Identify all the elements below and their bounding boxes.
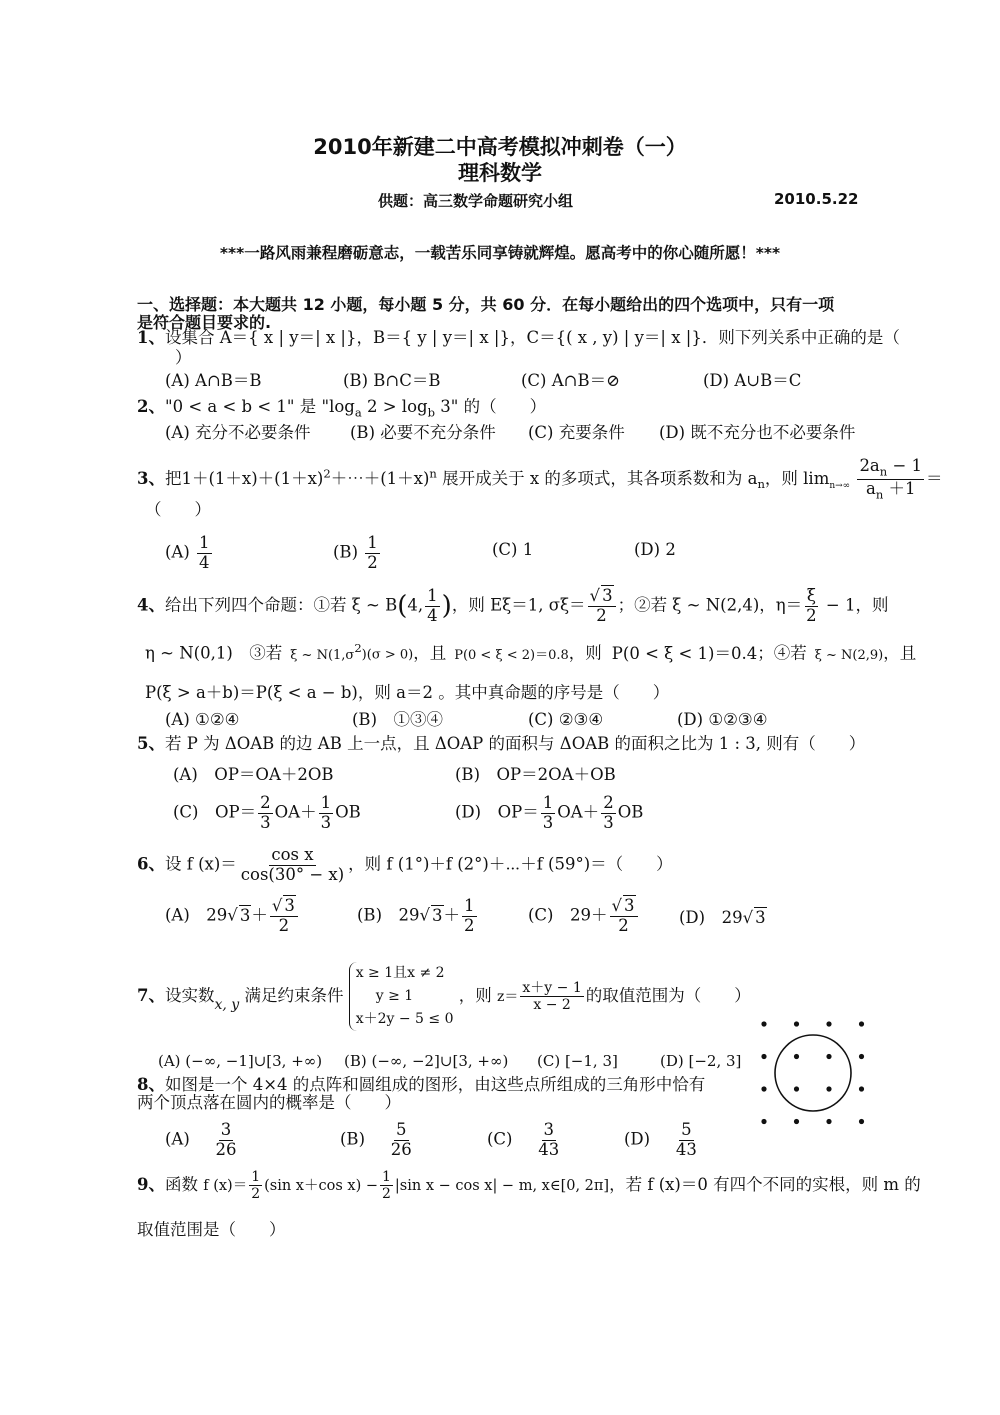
lattice-dot: [794, 1021, 799, 1026]
exam-date: 2010.5.22: [774, 190, 859, 208]
exam-title: 2010年新建二中高考模拟冲刺卷（一）: [313, 135, 687, 159]
exam-provider: 供题：高三数学命题研究小组: [378, 192, 574, 210]
q4-option-c: (C) ②③④: [528, 710, 604, 729]
lattice-dot: [826, 1054, 831, 1059]
dot-lattice: [761, 1021, 864, 1124]
lattice-dot: [794, 1086, 799, 1091]
q7-option-c: (C) [−1, 3]: [537, 1052, 618, 1070]
q5-option-d: (D) OP＝ $\frac{1}{3}$ OA＋ $\frac{2}{3}$ OB: [455, 793, 644, 832]
dot-lattice-circle-figure: [752, 1012, 874, 1134]
lattice-dot: [826, 1021, 831, 1026]
q3-option-c: (C) 1: [492, 540, 534, 559]
q3-option-a: (A) $\frac{1}{4}$: [165, 533, 210, 572]
exam-motto: ***一路风雨兼程磨砺意志，一载苦乐同享铸就辉煌。愿高考中的你心随所愿！***: [219, 244, 781, 262]
lattice-dot: [859, 1021, 864, 1026]
question-4-line1: 4、给出下列四个命题：①若 ξ ~ B(4, $\frac{1}{4}$ )，则 Eξ＝1, σξ＝ $\frac{√ 3}{2}$ ；②若 ξ ~ N(2,4)，η＝ $\frac{\xi}{2}$ − 1，则: [137, 586, 889, 625]
q5-option-c: (C) OP＝ $\frac{2}{3}$ OA＋ $\frac{1}{3}$ OB: [173, 793, 361, 832]
question-9-line2: 取值范围是（ ）: [137, 1220, 286, 1239]
q8-option-c: (C) $\frac{3}{43}$: [487, 1120, 560, 1159]
q1-option-d: (D) A∪B＝C: [703, 371, 802, 390]
question-5: 5、若 P 为 ΔOAB 的边 AB 上一点，且 ΔOAP 的面积与 ΔOAB 的面积之比为 1 : 3, 则有（ ）: [137, 734, 866, 753]
question-4-line3: P(ξ > a＋b)＝P(ξ < a − b)，则 a＝2 。其中真命题的序号是（ ）: [145, 683, 670, 702]
q2-option-b: (B) 必要不充分条件: [350, 423, 496, 442]
question-3: 3、把$1+(1+x)+(1+x)^2+\cdots+(1+x)^n$ 展开成关于 x 的多项式，其各项系数和为 $a_n$，则 $\lim_{n\to\infty}$ $\frac{2a_n - 1}{a_n +1}$ ＝: [137, 456, 943, 502]
lattice-dot: [859, 1119, 864, 1124]
q3-option-d: (D) 2: [634, 540, 676, 559]
lattice-dot: [761, 1119, 766, 1124]
q3-option-b: (B) $\frac{1}{2}$: [333, 533, 378, 572]
q7-option-b: (B) (−∞, −2]∪[3, +∞): [344, 1052, 509, 1070]
q5-option-a: (A) OP＝OA＋2OB: [173, 765, 334, 784]
limit-fraction: $\frac{2a_n - 1}{a_n +1}$: [859, 456, 923, 502]
question-6: 6、设 f (x)＝ $\frac{\text{cos x}}{\cos(30^\circ - x)}$ ，则 f (1°)＋f (2°)＋⋯＋f (59°)＝（ ）: [137, 845, 673, 884]
question-number: 5、: [137, 734, 165, 753]
q6-option-a: (A) 29√ 3＋ $\frac{√ 3}{2}$: [165, 898, 300, 934]
q8-option-d: (D) $\frac{5}{43}$: [624, 1120, 697, 1159]
question-8-line1: 8、如图是一个 4×4 的点阵和圆组成的图形，由这些点所组成的三角形中恰有: [137, 1075, 706, 1094]
question-8-line2: 两个顶点落在圆内的概率是（ ）: [137, 1093, 401, 1112]
q4-option-b: (B) ①③④: [352, 710, 443, 729]
lattice-dot: [794, 1054, 799, 1059]
question-1: [137, 327, 900, 349]
lattice-dot: [761, 1021, 766, 1026]
lattice-dot: [859, 1054, 864, 1059]
question-number: 1、: [137, 328, 165, 347]
q7-option-d: (D) [−2, 3]: [660, 1052, 742, 1070]
q1-option-a: (A) A∩B＝B: [165, 371, 262, 390]
question-number: 4、: [137, 595, 165, 615]
question-2: 2、"0 < a < b < 1" 是 "$\log_a$ $2 > \log_b 3$" 的（ ）: [137, 397, 547, 420]
q8-option-a: (A) $\frac{3}{26}$: [165, 1120, 237, 1159]
lattice-dot: [859, 1086, 864, 1091]
lattice-dot: [826, 1086, 831, 1091]
q6-option-c: (C) 29＋ $\frac{√ 3}{2}$: [528, 898, 640, 934]
question-1-stem-cont: ）: [175, 348, 192, 367]
question-number: 9、: [137, 1175, 165, 1194]
section-heading-line1: 一、选择题：本大题共 12 小题，每小题 5 分，共 60 分．在每小题给出的四个选项中，只有一项: [137, 295, 835, 314]
q6-option-d: (D) 29√ 3: [679, 908, 766, 927]
lattice-dot: [761, 1086, 766, 1091]
question-3-blank: （ ）: [145, 500, 211, 519]
q4-option-a: (A) ①②④: [165, 710, 240, 729]
lattice-dot: [761, 1054, 766, 1059]
question-4-line2: η ~ N(0,1) ③若 ξ ~ $N(1,\sigma^2)(\sigma > 0)$，且 P(0 < ξ < 2)＝0.8，则 P(0 < ξ < 1)＝0.4；④若 ξ ~ N(2,9)，且: [145, 641, 917, 663]
q8-option-b: (B) $\frac{5}{26}$: [340, 1120, 412, 1159]
q5-option-b: (B) OP＝2OA＋OB: [455, 765, 616, 784]
lattice-dot: [794, 1119, 799, 1124]
constraint-system: x ≥ 1且x ≠ 2 y ≥ 1 x＋2y − 5 ≤ 0: [349, 962, 454, 1031]
q1-option-c: (C) A∩B＝⊘: [521, 371, 620, 390]
exam-subject: 理科数学: [458, 161, 542, 185]
q2-option-a: (A) 充分不必要条件: [165, 423, 311, 442]
question-number: 6、: [137, 854, 165, 874]
lattice-dot: [826, 1119, 831, 1124]
q2-option-c: (C) 充要条件: [528, 423, 625, 442]
question-9: 9、函数 f (x)＝ $\frac{1}{2}$ (sin x＋cos x) − $\frac{1}{2}$ |sin x − cos x| − m, x∈[0, 2π]，若 f (x)＝0 有四个不同的实根，则 m 的: [137, 1169, 921, 1202]
question-number: 2、: [137, 397, 165, 416]
question-number: 7、: [137, 986, 165, 1005]
q4-option-d: (D) ①②③④: [677, 710, 768, 729]
q6-option-b: (B) 29√ 3＋ $\frac{1}{2}$: [357, 896, 475, 935]
section-heading-line2: 是符合题目要求的.: [137, 313, 272, 332]
question-number: 8、: [137, 1075, 165, 1094]
question-number: 3、: [137, 468, 165, 488]
question-7: 7、设实数$_{x, y}$ 满足约束条件 x ≥ 1且x ≠ 2 y ≥ 1 x＋2y − 5 ≤ 0 ，则 z＝ $\frac{x+y - 1}{x - 2}$ 的取值范围为（ ）: [137, 962, 751, 1031]
q1-option-b: (B) B∩C＝B: [343, 371, 441, 390]
figure-circle: [775, 1035, 851, 1111]
q7-option-a: (A) (−∞, −1]∪[3, +∞): [158, 1052, 323, 1070]
q2-option-d: (D) 既不充分也不必要条件: [659, 423, 856, 442]
question-stem: 设集合 A＝{ x | y＝| x |}，B＝{ y | y＝| x |}，C＝{( x , y) | y＝| x |}．则下列关系中正确的是（: [164, 328, 900, 347]
